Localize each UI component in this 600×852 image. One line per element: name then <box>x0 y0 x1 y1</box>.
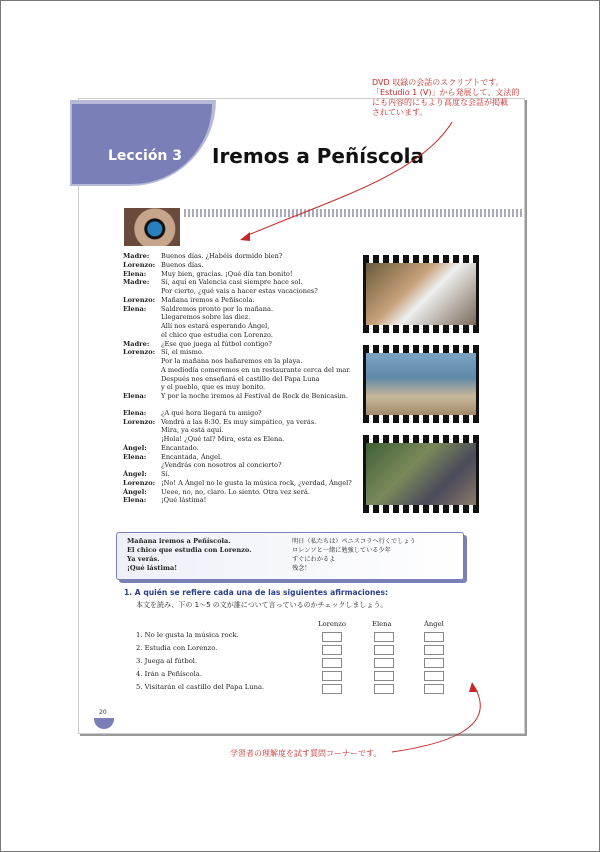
dialog-text: Ueee, no, no, claro. Lo siento. Otra vez será. <box>161 487 310 496</box>
dialog-speaker: Lorenzo: <box>123 295 156 304</box>
dialog-text: Sí, el mismo. <box>161 348 204 357</box>
arrow-top-head <box>240 232 250 241</box>
dialog-speaker: Madre: <box>123 339 150 348</box>
summary-es-line: Ya verás. <box>127 555 160 563</box>
dialog-text: Por cierto, ¿qué vais a hacer estas vacaciones? <box>161 287 318 295</box>
lesson-label: Lección 3 <box>108 148 183 164</box>
dialog-text: Mañana iremos a Peñíscola. <box>161 295 255 304</box>
arrow-top-curve <box>246 122 452 236</box>
summary-jp-line: ロレンソと一緒に勉強している少年 <box>292 547 391 554</box>
exercise-item: 5. Visitarán el castillo del Papa Luna. <box>136 683 265 691</box>
column-header-elena: Elena <box>372 620 392 628</box>
dialog-speaker: Elena: <box>123 269 147 278</box>
annotation-top-line: されています。 <box>372 108 428 117</box>
dialog-text: ¿Ese que juega al fútbol contigo? <box>161 339 272 348</box>
dialog-speaker: Ángel: <box>123 470 147 478</box>
dialog-speaker: Ángel: <box>123 487 147 496</box>
dialog-text: ¡Qué lástima! <box>161 496 207 505</box>
dialog-text: ¿A qué hora llegará tu amigo? <box>161 408 262 417</box>
exercise-item: 4. Irán a Peñíscola. <box>136 670 202 678</box>
arrow-bottom-curve <box>392 686 480 752</box>
annotation-top-line: DVD 収録の会話のスクリプトです。 <box>372 78 504 87</box>
dialog-speaker: Lorenzo: <box>123 348 156 357</box>
dialog-text: Y por la noche iremos al Festival de Rock de Benicasim. <box>161 392 349 400</box>
dialog-text: Por la mañana nos bañaremos en la playa. <box>161 357 303 365</box>
dialog-text: Encantado. <box>161 443 199 452</box>
dialog-text: Después nos enseñará el castillo del Papa Luna <box>161 374 320 383</box>
dialog-text: ¡No! A Ángel no le gusta la música rock, ¿verdad, Ángel? <box>161 478 352 487</box>
dialog-text: y el pueblo, que es muy bonito. <box>161 383 266 392</box>
dialog-speaker: Elena: <box>123 392 147 400</box>
column-header-angel: Ángel <box>424 620 444 628</box>
exercise-item: 2. Estudia con Lorenzo. <box>136 644 218 652</box>
dialog-text: el chico que estudia con Lorenzo. <box>161 330 273 339</box>
dialog-text: A mediodía comeremos en un restaurante cerca del mar. <box>161 365 351 374</box>
dialog-text: Encantada, Ángel. <box>161 452 223 461</box>
annotation-bottom: 学習者の理解度を試す質問コーナーです。 <box>230 749 382 758</box>
dialog-text: Llegaremos sobre las diez. <box>161 313 251 322</box>
dialog-speaker: Lorenzo: <box>123 417 156 426</box>
summary-jp-line: すぐにわかるよ <box>292 556 336 563</box>
dialog-speaker: Lorenzo: <box>123 260 156 269</box>
dialog-text: Mira, ya está aquí. <box>161 426 224 435</box>
annotation-top-line: 「Estudio 1 (V)」から発展して、文法的 <box>372 88 520 97</box>
arrow-bottom-head <box>469 682 478 692</box>
summary-es-line: ¡Qué lástima! <box>127 564 178 572</box>
exercise-item: 3. Juega al fútbol. <box>136 657 198 665</box>
dialog-text: Buenos días. ¿Habéis dormido bien? <box>161 252 283 260</box>
dialog-text: Vendrá a las 8:30. Es muy simpático, ya verás. <box>161 417 317 426</box>
page-number: 20 <box>99 709 107 716</box>
summary-es-line: Mañana iremos a Peñíscola. <box>127 537 231 545</box>
dialog-text: Saldremos pronto por la mañana. <box>161 304 274 313</box>
dialog-speaker: Elena: <box>123 408 147 417</box>
dialog-speaker: Ángel: <box>123 443 147 452</box>
dialog-text: ¿Vendrás con nosotros al concierto? <box>161 461 282 470</box>
summary-es-line: El chico que estudia con Lorenzo. <box>127 546 252 554</box>
dialog-text: Sí, aquí en Valencia casi siempre hace sol. <box>161 278 303 287</box>
dialog-text: Muy bien, gracias. ¡Qué día tan bonito! <box>161 269 293 278</box>
dialog-text: Allí nos estará esperando Ángel, <box>161 322 270 330</box>
lesson-title: Iremos a Peñíscola <box>212 144 424 168</box>
dialog-speaker: Lorenzo: <box>123 478 156 487</box>
annotation-top-line: にも内容的にもより高度な会話が掲載 <box>372 98 508 107</box>
exercise-instructions: 本文を読み、下の 1〜5 の文が誰について言っているのかチェックしましょう。 <box>136 601 388 609</box>
dialog-speaker: Madre: <box>123 278 150 287</box>
dialog-speaker: Elena: <box>123 452 147 461</box>
exercise-item: 1. No le gusta la música rock. <box>136 631 239 639</box>
dialog-text: Buenos días. <box>161 260 204 269</box>
summary-jp-line: 明日（私たちは）ペニスコラへ行くでしょう <box>292 538 416 545</box>
dialog-text: Sí. <box>161 470 170 478</box>
exercise-title: 1. A quién se refiere cada una de las siguientes afirmaciones: <box>124 588 389 597</box>
column-header-lorenzo: Lorenzo <box>318 620 346 628</box>
dialog-speaker: Elena: <box>123 304 147 313</box>
summary-jp-line: 残念！ <box>292 565 311 572</box>
dialog-speaker: Elena: <box>123 496 147 505</box>
dialog-speaker: Madre: <box>123 252 150 260</box>
dialog-text: ¡Hola! ¿Qué tal? Mira, esta es Elena. <box>161 435 285 443</box>
